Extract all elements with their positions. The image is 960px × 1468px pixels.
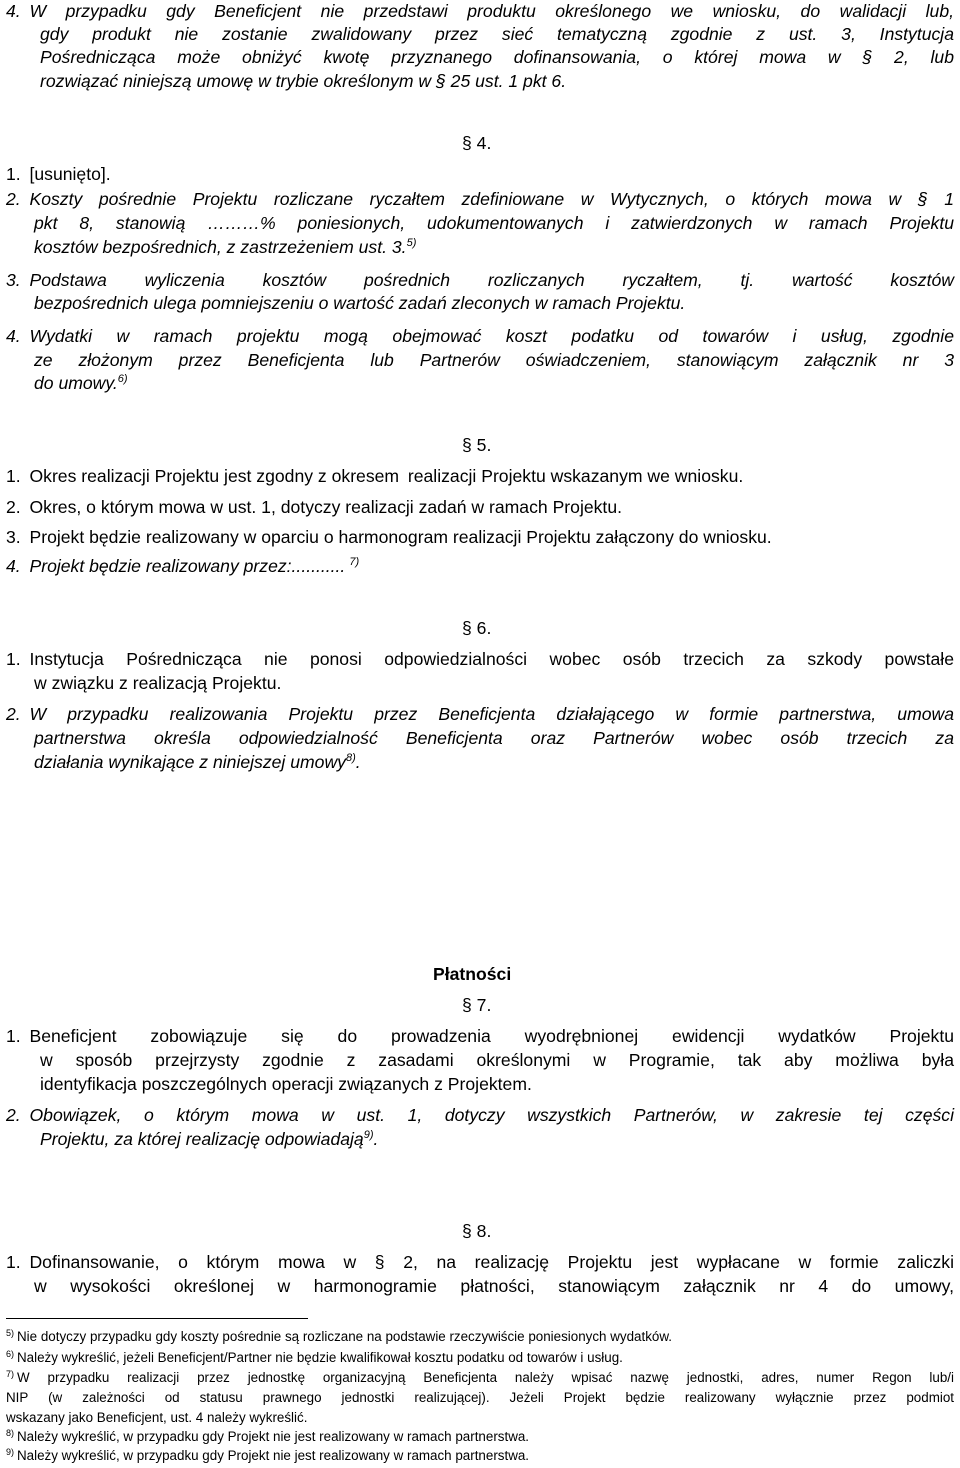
footnote-7-line-1: $^{7)}$ W przypadku realizacji przez jednostkę organizacyjną Beneficjenta należy wpisać nazwę jednostki, adres, numer Regon lub/i [6,1369,954,1385]
clause-4-line-1: 4. W przypadku gdy Beneficjent nie przedstawi produktu określonego we wniosku, do walidacji lub, [6,1,954,21]
footnote-6: $^{6)}$ Należy wykreślić, jeżeli Beneficjent/Partner nie będzie kwalifikował kosztu podatku od towarów i usług. [6,1349,623,1365]
footnote-ref-9: 9) [363,1129,374,1141]
section-4-item-3-line-1: 3. Podstawa wyliczenia kosztów pośrednich rozliczanych ryczałtem, tj. wartość kosztów [6,270,954,290]
section-4-item-4-line-1: 4. Wydatki w ramach projektu mogą obejmować koszt podatku od towarów i usług, zgodnie [6,326,954,346]
section-6-item-1-line-1: 1. Instytucja Pośrednicząca nie ponosi odpowiedzialności wobec osób trzecich za szkody powstałe [6,649,954,669]
section-4-item-1: 1. [usunięto]. [6,164,111,184]
section-7-item-2-line-2: Projektu, za której realizację odpowiadają$^{9)}$. [40,1129,379,1149]
footnote-5-mark: 5) [6,1328,15,1338]
section-5-item-2: 2. Okres, o którym mowa w ust. 1, dotyczy realizacji zadań w ramach Projektu. [6,497,622,517]
section-5-item-1: 1. Okres realizacji Projektu jest zgodny z okresem realizacji Projektu wskazanym we wniosku. [6,466,744,486]
footnote-9: $^{9)}$ Należy wykreślić, w przypadku gdy Projekt nie jest realizowany w ramach partnerstwa. [6,1447,530,1463]
section-5-item-4: 4. Projekt będzie realizowany przez:........... $^{7)}$ [6,556,360,576]
platnosci-title: Płatności [433,964,512,984]
section-6-item-2-line-2: partnerstwa określa odpowiedzialność Beneficjenta oraz Partnerów wobec osób trzecich za [34,728,954,748]
footnote-7-line-2: NIP (w zależności od statusu prawnego jednostki realizującej). Jeżeli Projekt będzie realizowany wyłącznie przez podmiot [6,1390,954,1405]
section-6-item-1-line-2: w związku z realizacją Projektu. [34,673,282,693]
footnote-ref-6: 6) [117,373,128,385]
footnote-8-mark: 8) [6,1428,15,1438]
section-4-item-4-line-2: ze złożonym przez Beneficjenta lub Partnerów oświadczeniem, stanowiącym załącznik nr 3 [34,350,954,370]
section-6-item-2-line-3: działania wynikające z niniejszej umowy$^{8)}$. [34,752,361,772]
section-5-heading: § 5. [462,435,492,455]
section-5-item-3: 3. Projekt będzie realizowany w oparciu o harmonogram realizacji Projektu załączony do wniosku. [6,527,772,547]
clause-4-line-3: Pośrednicząca może obniżyć kwotę przyznanego dofinansowania, o której mowa w § 2, lub [40,47,954,67]
section-4-heading: § 4. [462,133,492,153]
clause-4-line-2: gdy produkt nie zostanie zwalidowany przez sieć tematyczną zgodnie z ust. 3, Instytucja [40,24,954,44]
section-8-item-1-line-2: w wysokości określonej w harmonogramie płatności, stanowiącym załącznik nr 4 do umowy, [34,1276,954,1296]
section-6-heading: § 6. [462,618,492,638]
footnote-8: $^{8)}$ Należy wykreślić, w przypadku gdy Projekt nie jest realizowany w ramach partnerstwa. [6,1428,530,1444]
footnote-5: $^{5)}$ Nie dotyczy przypadku gdy koszty pośrednie są rozliczane na podstawie rzeczywiście poniesionych wydatków. [6,1328,672,1344]
section-7-item-1-line-3: identyfikacja poszczególnych operacji związanych z Projektem. [40,1074,532,1094]
section-7-item-2-line-1: 2. Obowiązek, o którym mowa w ust. 1, dotyczy wszystkich Partnerów, w zakresie tej części [6,1105,954,1125]
section-4-item-4-line-3: do umowy.$^{6)}$ [34,373,128,393]
section-4-item-3-line-2: bezpośrednich ulega pomniejszeniu o wartość zadań zleconych w ramach Projektu. [34,293,686,313]
section-4-item-2-line-3: kosztów bezpośrednich, z zastrzeżeniem ust. 3.$^{5)}$ [34,237,417,257]
section-7-item-1-line-2: w sposób przejrzysty zgodnie z zasadami określonymi w Programie, tak aby możliwa była [40,1050,954,1070]
section-4-item-2-line-1: 2. Koszty pośrednie Projektu rozliczane ryczałtem zdefiniowane w Wytycznych, o których mowa w § 1 [6,189,954,209]
footnote-ref-8: 8) [345,752,356,764]
section-6-item-2-line-1: 2. W przypadku realizowania Projektu przez Beneficjenta działającego w formie partnerstwa, umowa [6,704,954,724]
footnote-separator [6,1318,308,1319]
footnote-ref-7: 7) [349,556,360,568]
footnote-ref-5: 5) [406,237,417,249]
section-8-item-1-line-1: 1. Dofinansowanie, o którym mowa w § 2, na realizację Projektu jest wypłacane w formie zaliczki [6,1252,954,1272]
section-4-item-2-line-2: pkt 8, stanowią ………% poniesionych, udokumentowanych i zatwierdzonych w ramach Projektu [34,213,954,233]
section-7-item-1-line-1: 1. Beneficjent zobowiązuje się do prowadzenia wyodrębnionej ewidencji wydatków Projektu [6,1026,954,1046]
footnote-7-line-3: wskazany jako Beneficjent, ust. 4 należy wykreślić. [6,1410,308,1425]
section-7-heading: § 7. [462,995,492,1015]
footnote-6-mark: 6) [6,1349,15,1359]
footnote-7-mark: 7) [6,1369,15,1379]
section-8-heading: § 8. [462,1221,492,1241]
footnote-9-mark: 9) [6,1447,15,1457]
clause-4-line-4: rozwiązać niniejszą umowę w trybie określonym w § 25 ust. 1 pkt 6. [40,71,567,91]
